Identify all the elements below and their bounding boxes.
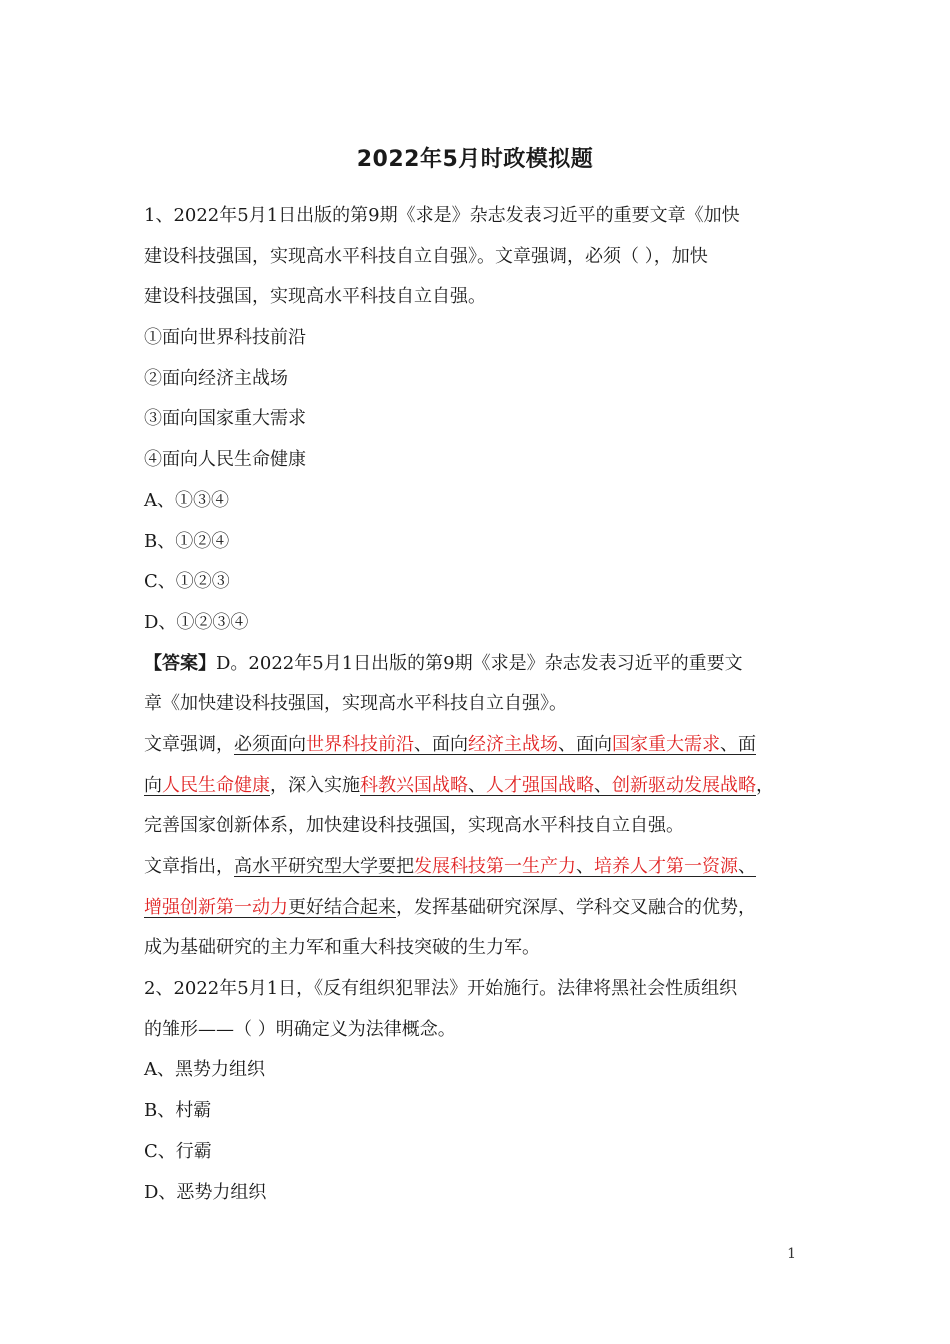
text-span: 必须面向 [234, 733, 306, 755]
text-span: 、面 [720, 733, 756, 755]
text-span: 、 [594, 774, 612, 796]
q1-option-d: D、①②③④ [144, 611, 249, 633]
text-span: 文章指出， [144, 856, 234, 877]
underlined-span [234, 734, 756, 755]
q2-option-b: B、村霸 [144, 1100, 212, 1122]
highlight-span: 增强创新第一动力 [144, 896, 288, 918]
highlight-span: 科教兴国战略 [360, 774, 468, 796]
answer-text: D。2022年5月1日出版的第9期《求是》杂志发表习近平的重要文 [216, 652, 743, 674]
q1-statement-4: ④面向人民生命健康 [144, 449, 306, 471]
q1-option-a: A、①③④ [144, 489, 229, 511]
highlight-span: 世界科技前沿 [306, 733, 414, 755]
text-span: ， [756, 774, 774, 796]
text-span: ，深入实施 [270, 774, 360, 796]
highlight-span: 人才强国战略 [486, 774, 594, 796]
q2-option-a: A、黑势力组织 [144, 1059, 265, 1081]
q1-line-3: 建设科技强国，实现高水平科技自立自强。 [144, 286, 486, 308]
text-span: 、面向 [558, 733, 612, 755]
page-title: 2022年5月时政模拟题 [356, 147, 594, 172]
text-span: 高水平研究型大学要把 [234, 856, 414, 877]
text-span: 、 [468, 774, 486, 796]
text-span: ，发挥基础研究深厚、学科交叉融合的优势， [396, 896, 756, 918]
q2-option-d: D、恶势力组织 [144, 1181, 267, 1203]
underlined-span [360, 775, 756, 796]
q1-option-c: C、①②③ [144, 571, 230, 593]
highlight-span: 创新驱动发展战略 [612, 774, 756, 796]
q1-option-b: B、①②④ [144, 530, 230, 552]
text-span: 、面向 [414, 733, 468, 755]
q2-option-c: C、行霸 [144, 1140, 212, 1162]
page-number: 1 [787, 1246, 796, 1262]
highlight-span: 经济主战场 [468, 733, 558, 755]
underlined-span [234, 856, 756, 877]
highlight-span: 国家重大需求 [612, 733, 720, 755]
text-span: 文章强调， [144, 733, 234, 755]
answer-p2-line-2 [144, 766, 810, 807]
q1-statement-2: ②面向经济主战场 [144, 367, 288, 389]
highlight-span: 发展科技第一生产力 [414, 856, 576, 877]
answer-p2-line-3: 完善国家创新体系，加快建设科技强国，实现高水平科技自立自强。 [144, 815, 684, 837]
document-body [144, 196, 810, 1213]
text-span: 、 [738, 856, 756, 877]
q1-statement-1: ①面向世界科技前沿 [144, 327, 306, 349]
underlined-span [144, 897, 396, 918]
answer-p3-line-1 [144, 847, 810, 888]
highlight-span: 人民生命健康 [162, 774, 270, 796]
answer-p3-line-3: 成为基础研究的主力军和重大科技突破的生力军。 [144, 937, 540, 959]
answer-label: 【答案】 [144, 652, 216, 674]
answer-p2-line-1 [144, 725, 810, 766]
q1-line-1: 1、2022年5月1日出版的第9期《求是》杂志发表习近平的重要文章《加快 [144, 205, 740, 226]
text-span: 、 [576, 856, 594, 877]
highlight-span: 培养人才第一资源 [594, 856, 738, 877]
answer-line-1 [144, 644, 810, 685]
text-span: 更好结合起来 [288, 896, 396, 918]
q2-line-1: 2、2022年5月1日，《反有组织犯罪法》开始施行。法律将黑社会性质组织 [144, 978, 738, 1000]
underlined-span [144, 775, 270, 796]
answer-p3-line-2 [144, 888, 810, 929]
q2-line-2: 的雏形——（ ）明确定义为法律概念。 [144, 1018, 456, 1040]
q1-statement-3: ③面向国家重大需求 [144, 408, 306, 430]
answer-line-2: 章《加快建设科技强国，实现高水平科技自立自强》。 [144, 693, 567, 715]
text-span: 向 [144, 774, 162, 796]
q1-line-2: 建设科技强国，实现高水平科技自立自强》。文章强调，必须（ ），加快 [144, 245, 708, 267]
